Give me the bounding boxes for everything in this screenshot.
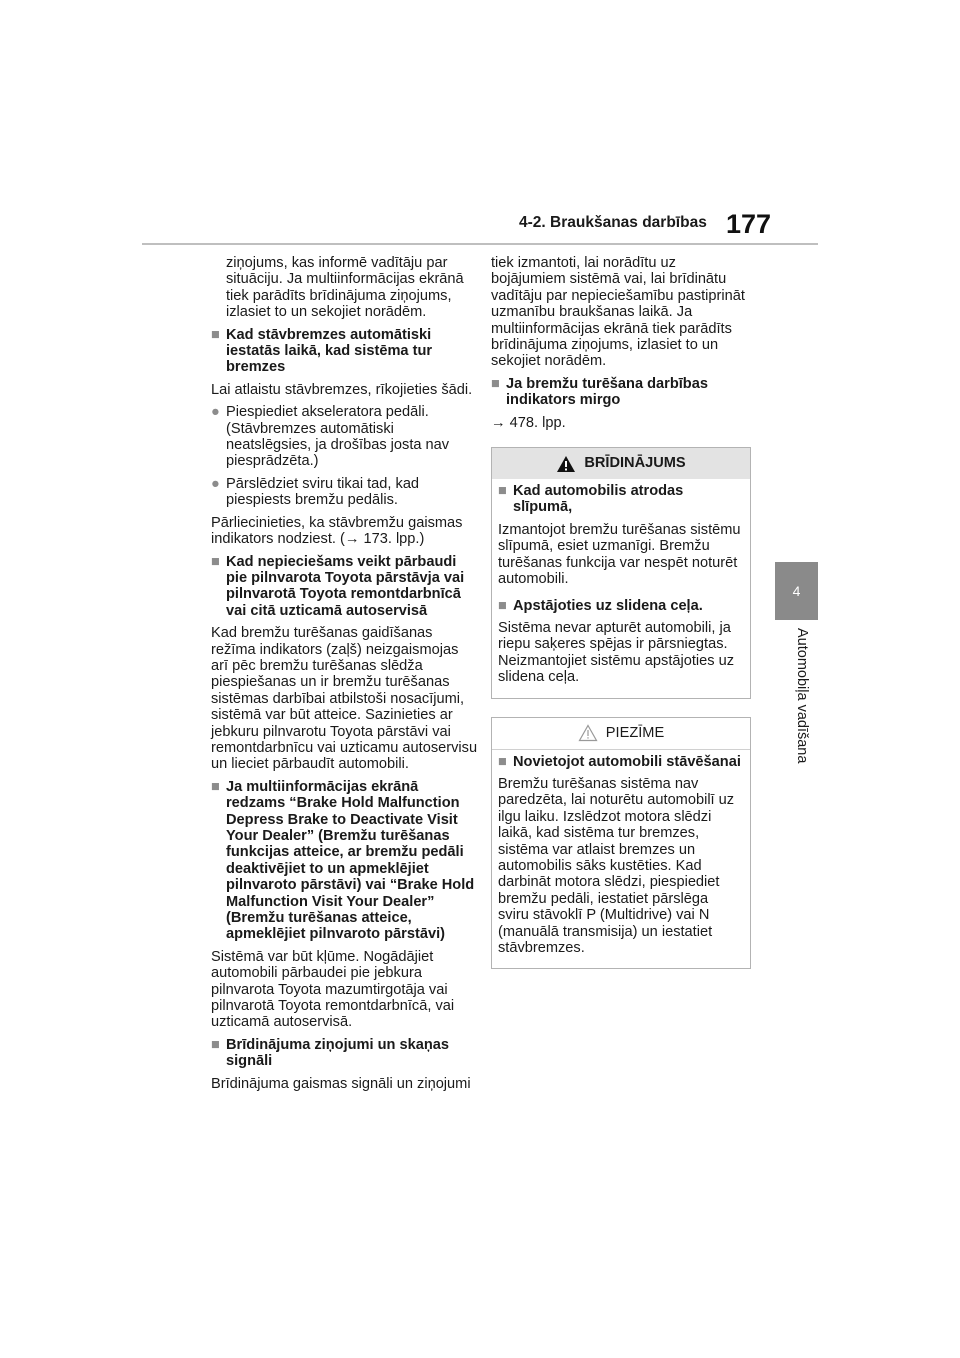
right-column bbox=[491, 255, 751, 987]
paragraph: Kad bremžu turēšanas gaidīšanas režīma indikators (zaļš) neizgaismojas arī pēc bremžu turēšanas slēdža piespiešanas un ir bremžu turēšanas sistēmas darbībai atbilstoši nosacījumi, sistēmā var būt atteice. Sazinieties ar jebkuru pilnvarotu Toyota pārstāvi vai remontdarbnīcu vai uzticamu autoservisu un lieciet pārbaudīt automobili. bbox=[211, 625, 478, 773]
paragraph: Sistēma nevar apturēt automobili, ja riepu saķeres spējas ir pārsniegtas. Neizmantojiet sistēmu apstājoties uz slidena ceļa. bbox=[498, 619, 735, 686]
paragraph: Brīdinājuma gaismas signāli un ziņojumi bbox=[211, 1075, 471, 1092]
subheading: ■ Ja bremžu turēšana darbības indikators mirgo bbox=[491, 375, 708, 409]
paragraph: Izmantojot bremžu turēšanas sistēmu slīpumā, esiet uzmanīgi. Bremžu turēšanas funkcija var nespēt noturēt automobili. bbox=[498, 521, 741, 588]
square-bullet-icon: ■ bbox=[211, 1036, 220, 1053]
paragraph: Bremžu turēšanas sistēma nav paredzēta, lai noturētu automobilī uz ilgu laiku. Izslēdzot motora slēdzi laikā, kad sistēma tur bremzes, sistēma var atlaist bremzes un automobilis sāks kustēties. Kad darbināt motora slēdzi, piespiediet bremžu pedāli, iestatiet pārslēga sviru stāvoklī P (Multidrive) vai N (manuālā transmisija) un iestatiet stāvbremzes. bbox=[498, 775, 735, 956]
subheading: ■ Apstājoties uz slidena ceļa. bbox=[498, 597, 703, 614]
square-bullet-icon: ■ bbox=[211, 326, 220, 343]
square-bullet-icon: ■ bbox=[211, 553, 220, 570]
paragraph: Lai atlaistu stāvbremzes, rīkojieties šādi. bbox=[211, 381, 473, 398]
chapter-label: Automobiļa vadīšana bbox=[794, 628, 810, 764]
square-bullet-icon: ■ bbox=[498, 597, 507, 614]
paragraph: Pārliecinieties, ka stāvbremžu gaismas indikators nodziest. (→ 173. lpp.) bbox=[211, 514, 463, 548]
square-bullet-icon: ■ bbox=[211, 778, 220, 795]
square-bullet-icon: ■ bbox=[498, 753, 507, 770]
notice-title: PIEZĪME bbox=[605, 724, 665, 741]
subheading: ■ Kad stāvbremzes automātiski iestatās laikā, kad sistēma tur bremzes bbox=[211, 326, 433, 376]
chapter-number: 4 bbox=[792, 583, 801, 599]
subheading: ■ Kad nepieciešams veikt pārbaudi pie pilnvarota Toyota pārstāvja vai pilnvarotā Toyota remontdarbnīcā vai citā uzticamā autoservisā bbox=[211, 553, 465, 619]
subheading: ■ Novietojot automobili stāvēšanai bbox=[498, 753, 741, 770]
list-item: ● Pārslēdziet sviru tikai tad, kad piespiests bremžu pedālis. bbox=[211, 475, 420, 509]
notice-box-header bbox=[492, 718, 750, 750]
warning-box-header bbox=[492, 448, 750, 479]
notice-box bbox=[491, 717, 751, 970]
paragraph: Sistēmā var būt kļūme. Nogādājiet automobili pārbaudei pie jebkura pilnvarota Toyota mazumtirgotāja vai pilnvarotā Toyota remontdarbnīcā, vai uzticamā autoservisā. bbox=[211, 948, 455, 1031]
subheading: ■ Brīdinājuma ziņojumi un skaņas signāli bbox=[211, 1036, 450, 1070]
square-bullet-icon: ■ bbox=[498, 483, 507, 500]
warning-triangle-icon bbox=[556, 455, 576, 473]
page-reference[interactable]: → 478. lpp. bbox=[491, 414, 566, 431]
page-number: 177 bbox=[726, 209, 772, 239]
chapter-tab[interactable] bbox=[775, 562, 818, 620]
circle-bullet-icon: ● bbox=[211, 404, 220, 421]
subheading: ■ Ja multiinformācijas ekrānā redzams “Brake Hold Malfunction Depress Brake to Deactivate Visit Your Dealer” (Bremžu turēšanas funkcijas atteice, ar bremžu pedāli deaktivējiet to un apmeklējiet pilnvaroto pārstāvi) vai “Brake Hold Malfunction Visit Your Dealer” (Bremžu turēšanas atteice, apmeklējiet pilnvaroto pārstāvi) bbox=[211, 778, 475, 943]
list-item: ● Piespiediet akseleratora pedāli. (Stāvbremzes automātiski neatslēgsies, ja drošības josta nav piesprādzēta.) bbox=[211, 404, 450, 470]
circle-bullet-icon: ● bbox=[211, 475, 220, 492]
left-column bbox=[211, 255, 479, 1098]
section-title: 4-2. Braukšanas darbības bbox=[519, 214, 707, 231]
arrow-icon: → bbox=[491, 414, 506, 431]
subheading: ■ Kad automobilis atrodas slīpumā, bbox=[498, 483, 684, 516]
warning-box bbox=[491, 447, 751, 698]
caution-triangle-icon bbox=[578, 724, 598, 742]
header-divider bbox=[142, 243, 818, 245]
paragraph: ziņojums, kas informē vadītāju par situāciju. Ja multiinformācijas ekrānā tiek parādīts brīdinājuma ziņojums, izlasiet to un sekojiet norādēm. bbox=[226, 255, 464, 321]
warning-title: BRĪDINĀJUMS bbox=[584, 455, 686, 472]
paragraph: tiek izmantoti, lai norādītu uz bojājumiem sistēmā vai, lai brīdinātu vadītāju par nepieciešamību pastiprināt uzmanību braukšanas laikā. Ja multiinformācijas ekrānā tiek parādīts brīdinājuma ziņojums, izlasiet to un sekojiet norādēm. bbox=[491, 255, 745, 370]
square-bullet-icon: ■ bbox=[491, 375, 500, 392]
